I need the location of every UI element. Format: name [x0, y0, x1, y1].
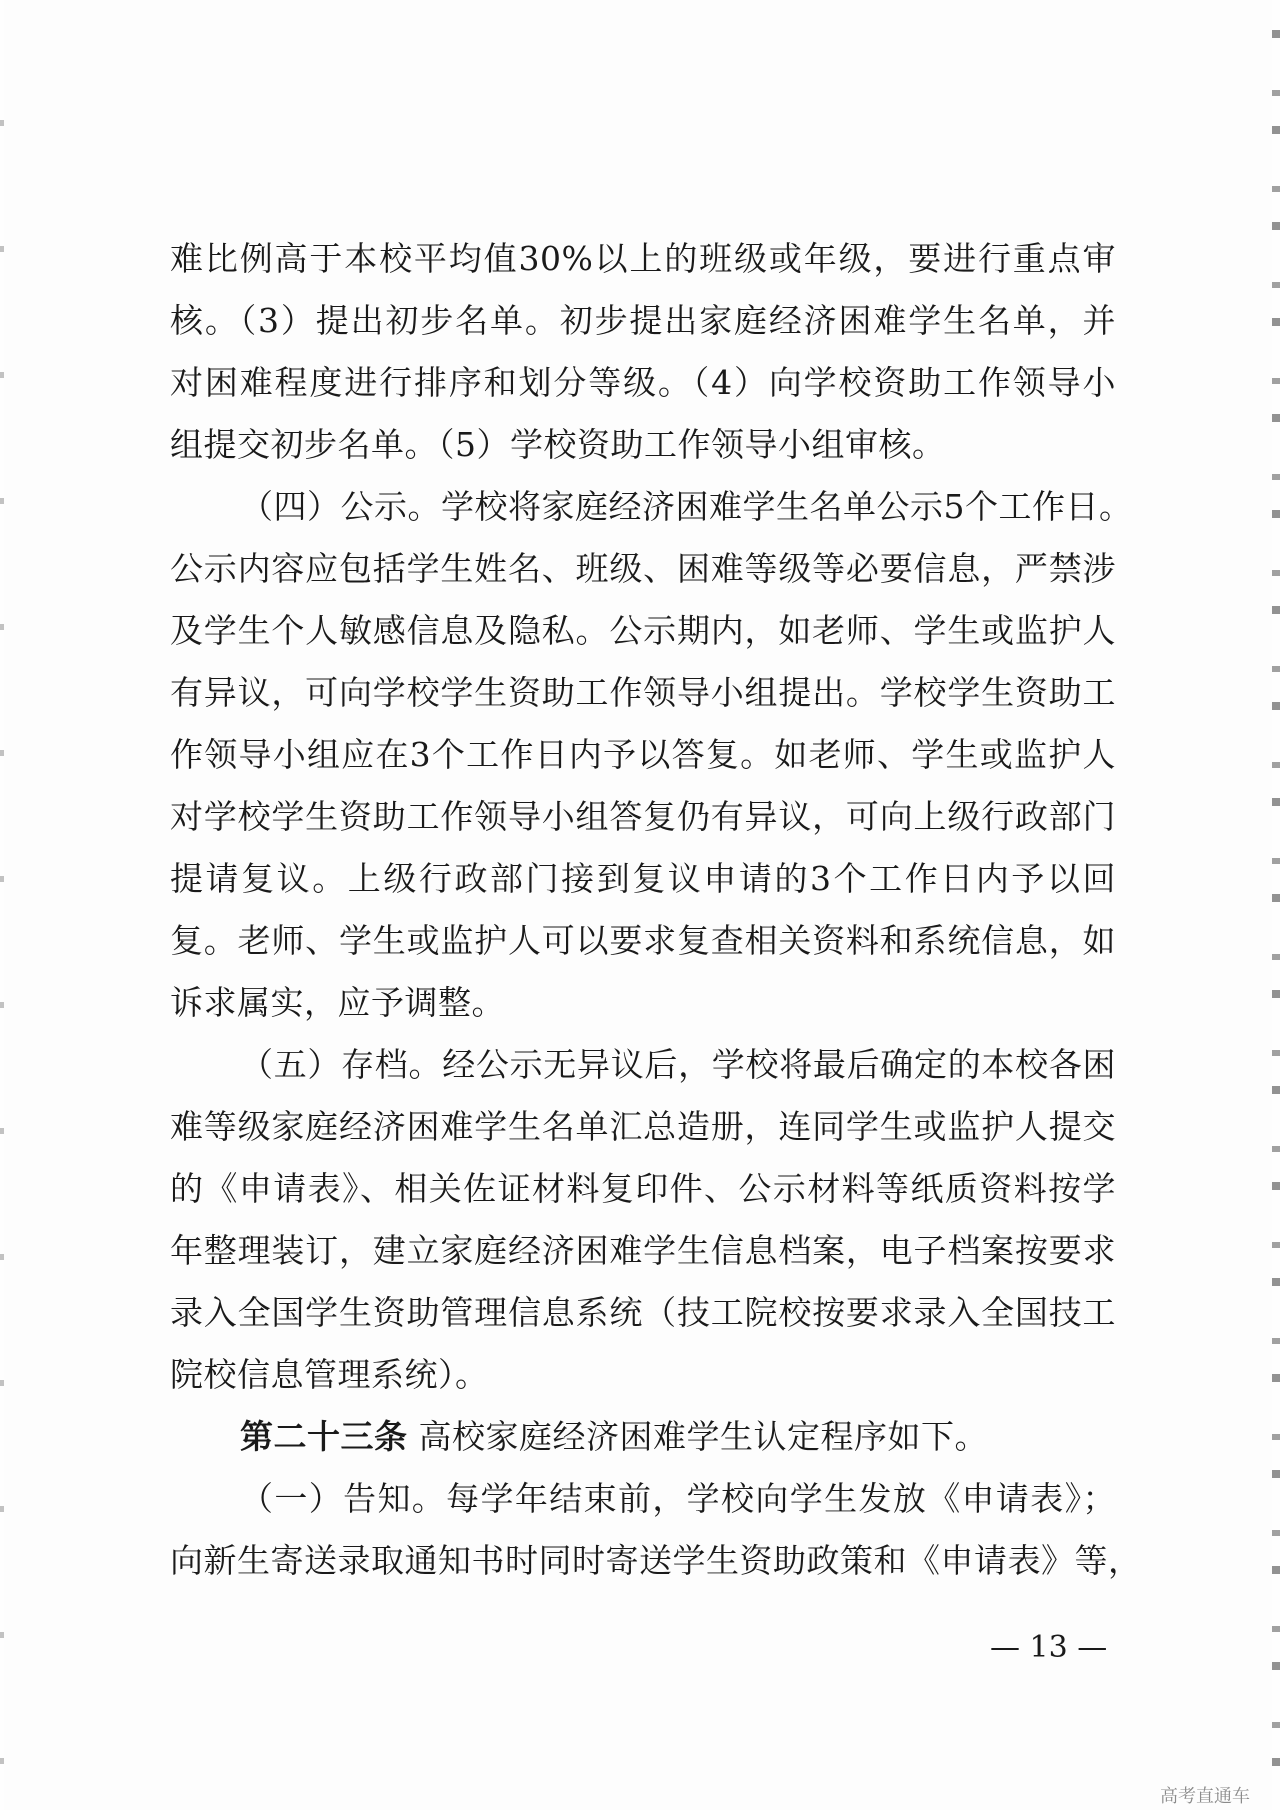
text-line: 组提交初步名单。（5）学校资助工作领导小组审核。 [170, 425, 946, 464]
article-text: 高校家庭经济困难学生认定程序如下。 [418, 1417, 988, 1456]
watermark-text: 高考直通车 [1160, 1786, 1250, 1807]
page-number: — 13 — [990, 1630, 1108, 1665]
text-line: 年整理装订，建立家庭经济困难学生信息档案，电子档案按要求 [170, 1231, 1116, 1270]
document-body [170, 228, 1142, 1592]
paragraph-start-line: （四）公示。学校将家庭经济困难学生名单公示5个工作日。 [240, 487, 1133, 526]
text-line: 诉求属实，应予调整。 [170, 983, 505, 1022]
article-heading: 第二十三条 [240, 1417, 408, 1456]
text-line: 院校信息管理系统）。 [170, 1355, 489, 1394]
scan-edge-left [0, 0, 4, 1810]
text-line: 核。（3）提出初步名单。初步提出家庭经济困难学生名单，并 [170, 301, 1116, 340]
text-line: 有异议，可向学校学生资助工作领导小组提出。学校学生资助工 [170, 673, 1116, 712]
text-line: 难比例高于本校平均值30%以上的班级或年级，要进行重点审 [170, 239, 1116, 278]
text-line: 复。老师、学生或监护人可以要求复查相关资料和系统信息，如 [170, 921, 1116, 960]
scan-edge-right [1272, 0, 1280, 1810]
text-line: 难等级家庭经济困难学生名单汇总造册，连同学生或监护人提交 [170, 1107, 1116, 1146]
text-line: 的《申请表》、相关佐证材料复印件、公示材料等纸质资料按学 [170, 1169, 1116, 1208]
paragraph-start-line: （一）告知。每学年结束前，学校向学生发放《申请表》； [240, 1479, 1116, 1518]
text-line: 提请复议。上级行政部门接到复议申请的3个工作日内予以回 [170, 859, 1116, 898]
text-line: 及学生个人敏感信息及隐私。公示期内，如老师、学生或监护人 [170, 611, 1116, 650]
text-line: 作领导小组应在3个工作日内予以答复。如老师、学生或监护人 [170, 735, 1116, 774]
article-line [170, 1406, 1116, 1468]
text-line: 公示内容应包括学生姓名、班级、困难等级等必要信息，严禁涉 [170, 549, 1116, 588]
text-line: 对学校学生资助工作领导小组答复仍有异议，可向上级行政部门 [170, 797, 1116, 836]
text-line: 对困难程度进行排序和划分等级。（4）向学校资助工作领导小 [170, 363, 1116, 402]
text-line: 向新生寄送录取通知书时同时寄送学生资助政策和《申请表》等， [170, 1541, 1142, 1580]
paragraph-start-line: （五）存档。经公示无异议后，学校将最后确定的本校各困 [240, 1045, 1116, 1084]
text-line: 录入全国学生资助管理信息系统（技工院校按要求录入全国技工 [170, 1293, 1116, 1332]
